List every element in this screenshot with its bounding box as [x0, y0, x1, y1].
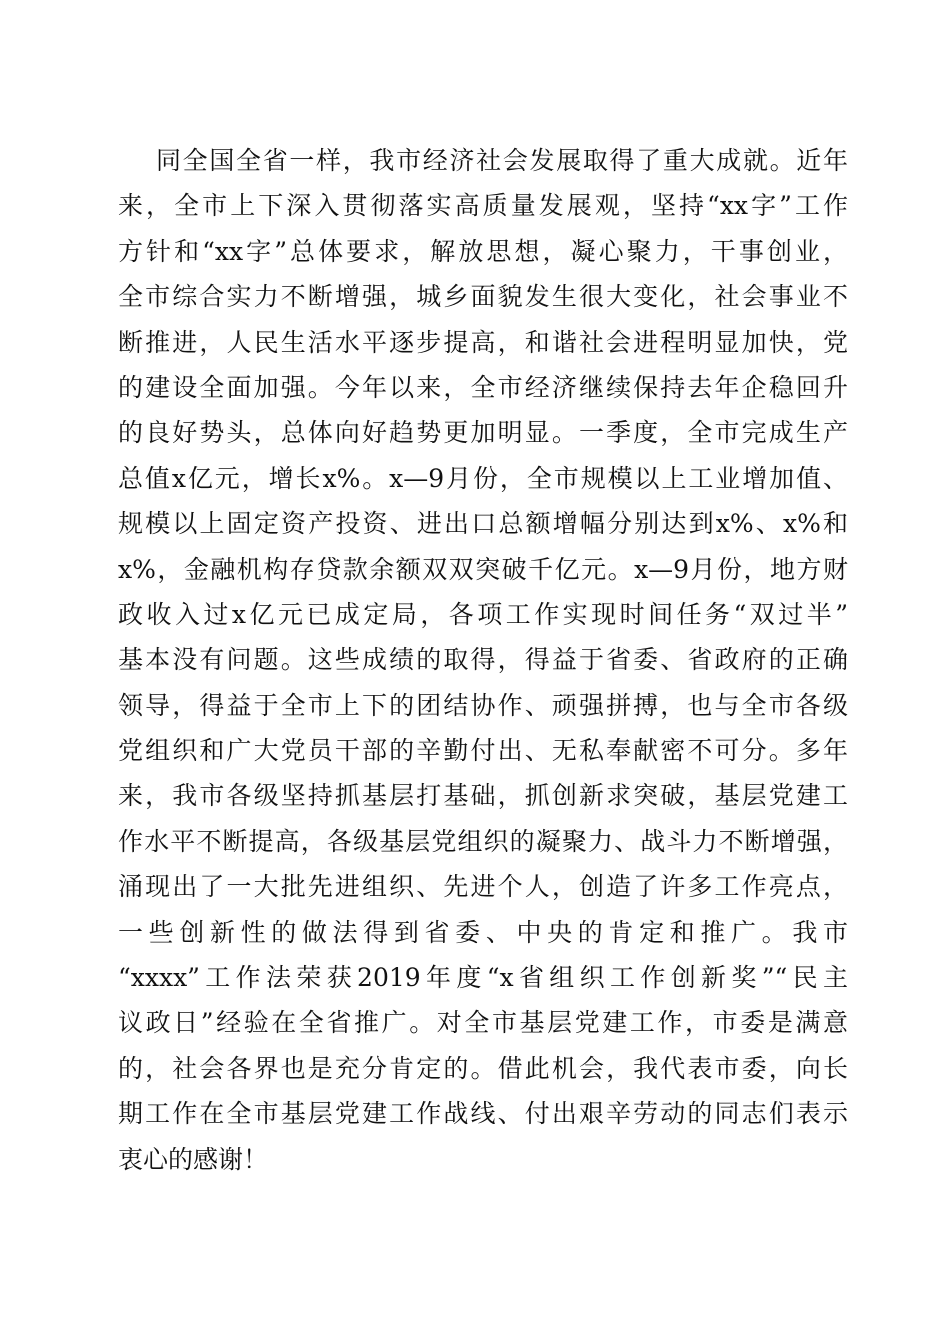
- paragraph-line-1: 同全国全省一样，我市经济社会发展取得了重大成就。近年: [156, 146, 848, 175]
- paragraph-line-10: x%，金融机构存贷款余额双双突破千亿元。x—9月份，地方财: [118, 554, 848, 584]
- body-paragraph: [118, 138, 848, 1182]
- paragraph-line-8: 总值x亿元，增长x%。x—9月份，全市规模以上工业增加值、: [118, 463, 848, 493]
- paragraph-line-15: 来，我市各级坚持抓基层打基础，抓创新求突破，基层党建工: [118, 781, 848, 811]
- paragraph-line-9: 规模以上固定资产投资、进出口总额增幅分别达到x%、x%和: [118, 509, 848, 539]
- paragraph-line-14: 党组织和广大党员干部的辛勤付出、无私奉献密不可分。多年: [118, 736, 848, 766]
- paragraph-line-17: 涌现出了一大批先进组织、先进个人，创造了许多工作亮点，: [118, 872, 848, 902]
- paragraph-line-19: “xxxx”工作法荣获2019年度“x省组织工作创新奖”“民主: [118, 963, 848, 993]
- paragraph-line-20: 议政日”经验在全省推广。对全市基层党建工作，市委是满意: [118, 1008, 848, 1038]
- paragraph-line-18: 一些创新性的做法得到省委、中央的肯定和推广。我市: [118, 917, 848, 947]
- paragraph-line-2: 来，全市上下深入贯彻落实高质量发展观，坚持“xx字”工作: [118, 191, 848, 221]
- paragraph-line-7: 的良好势头，总体向好趋势更加明显。一季度，全市完成生产: [118, 418, 848, 448]
- paragraph-line-5: 断推进，人民生活水平逐步提高，和谐社会进程明显加快，党: [118, 327, 848, 357]
- paragraph-line-21: 的，社会各界也是充分肯定的。借此机会，我代表市委，向长: [118, 1053, 848, 1083]
- paragraph-line-4: 全市综合实力不断增强，城乡面貌发生很大变化，社会事业不: [118, 282, 848, 312]
- paragraph-line-3: 方针和“xx字”总体要求，解放思想，凝心聚力，干事创业，: [118, 236, 848, 266]
- paragraph-line-22: 期工作在全市基层党建工作战线、付出艰辛劳动的同志们表示: [118, 1099, 848, 1129]
- paragraph-line-16: 作水平不断提高，各级基层党组织的凝聚力、战斗力不断增强，: [118, 826, 848, 856]
- paragraph-line-12: 基本没有问题。这些成绩的取得，得益于省委、省政府的正确: [118, 645, 848, 675]
- paragraph-line-23: 衷心的感谢！: [118, 1144, 269, 1174]
- paragraph-line-13: 领导，得益于全市上下的团结协作、顽强拼搏，也与全市各级: [118, 690, 848, 720]
- paragraph-line-6: 的建设全面加强。今年以来，全市经济继续保持去年企稳回升: [118, 372, 848, 402]
- paragraph-line-11: 政收入过x亿元已成定局，各项工作实现时间任务“双过半”: [118, 599, 848, 629]
